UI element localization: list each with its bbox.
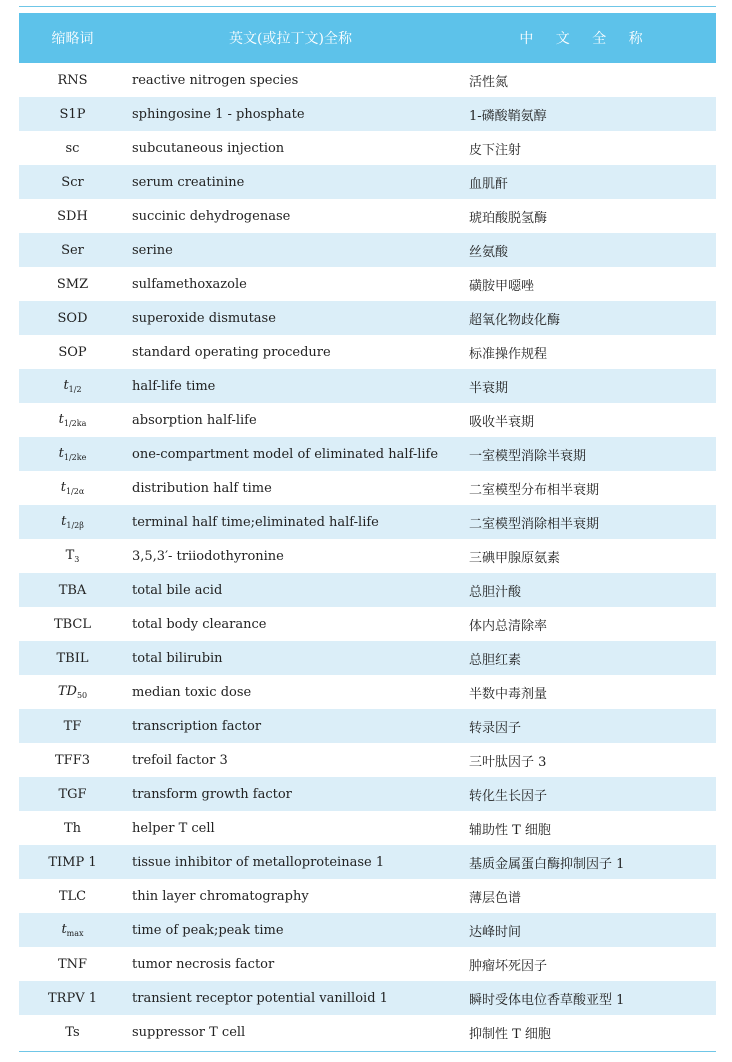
english-name-cell: transform growth factor xyxy=(132,786,292,802)
abbreviation-symbol: t xyxy=(58,446,64,461)
abbreviation-subscript: 1/2α xyxy=(65,487,85,496)
header-chinese-name: 中 文 全 称 xyxy=(519,31,652,47)
chinese-name-cell: 1-磷酸鞘氨醇 xyxy=(469,108,547,124)
abbreviation-cell xyxy=(19,922,126,938)
english-name-cell: absorption half-life xyxy=(132,412,257,428)
english-name-cell: total body clearance xyxy=(132,616,267,632)
chinese-name-cell: 二室模型分布相半衰期 xyxy=(469,482,600,498)
english-name-cell: sulfamethoxazole xyxy=(132,276,247,292)
abbreviation-cell: Th xyxy=(63,820,82,836)
chinese-name-cell: 转录因子 xyxy=(469,720,522,736)
abbreviation-symbol: t xyxy=(61,922,67,937)
table-row xyxy=(19,199,716,233)
chinese-name-cell: 肿瘤坏死因子 xyxy=(469,958,548,974)
chinese-name-cell: 血肌酐 xyxy=(469,176,509,192)
chinese-name-cell: 达峰时间 xyxy=(469,924,522,940)
english-name-cell: tumor necrosis factor xyxy=(132,956,275,972)
abbreviation-cell: SOP xyxy=(58,344,87,360)
chinese-name-cell: 一室模型消除半衰期 xyxy=(469,448,587,464)
abbreviation-cell xyxy=(19,412,126,428)
abbreviation-cell: TF xyxy=(63,718,82,734)
abbreviation-cell: TBA xyxy=(58,582,87,598)
abbreviation-cell: Scr xyxy=(61,174,84,190)
table-row xyxy=(19,97,716,131)
chinese-name-cell: 总胆红素 xyxy=(469,652,522,668)
abbreviation-subscript: 1/2ka xyxy=(63,419,87,428)
abbreviation-cell xyxy=(19,378,126,394)
table-row xyxy=(19,233,716,267)
abbreviation-symbol: t xyxy=(60,480,66,495)
chinese-name-cell: 超氧化物歧化酶 xyxy=(469,312,561,328)
table-row xyxy=(19,437,716,471)
chinese-name-cell: 半衰期 xyxy=(469,380,509,396)
header-abbreviation: 缩略词 xyxy=(51,31,94,47)
english-name-cell: transient receptor potential vanilloid 1 xyxy=(132,990,388,1006)
table-body xyxy=(19,63,716,1049)
chinese-name-cell: 转化生长因子 xyxy=(469,788,548,804)
abbreviation-cell: TGF xyxy=(58,786,87,802)
abbreviation-cell xyxy=(19,480,126,496)
table-row xyxy=(19,811,716,845)
chinese-name-cell: 总胆汁酸 xyxy=(469,584,522,600)
abbreviation-cell: TBCL xyxy=(53,616,92,632)
english-name-cell: succinic dehydrogenase xyxy=(132,208,291,224)
english-name-cell: median toxic dose xyxy=(132,684,252,700)
chinese-name-cell: 活性氮 xyxy=(469,74,509,90)
abbreviation-cell: SOD xyxy=(57,310,88,326)
chinese-name-cell: 标准操作规程 xyxy=(469,346,548,362)
abbreviation-table xyxy=(19,6,716,1052)
abbreviation-symbol: T xyxy=(65,548,75,563)
abbreviation-subscript: 1/2 xyxy=(68,385,82,394)
table-row xyxy=(19,777,716,811)
chinese-name-cell: 瞬时受体电位香草酸亚型 1 xyxy=(469,992,625,1008)
abbreviation-cell: TNF xyxy=(57,956,88,972)
table-row xyxy=(19,913,716,947)
abbreviation-cell: SDH xyxy=(57,208,88,224)
table-row xyxy=(19,573,716,607)
abbreviation-subscript: max xyxy=(66,929,84,938)
top-rule xyxy=(19,6,716,7)
english-name-cell: distribution half time xyxy=(132,480,272,496)
abbreviation-cell: SMZ xyxy=(56,276,89,292)
abbreviation-cell: TBIL xyxy=(56,650,89,666)
english-name-cell: 3,5,3′- triiodothyronine xyxy=(132,548,284,564)
table-row xyxy=(19,165,716,199)
english-name-cell: thin layer chromatography xyxy=(132,888,309,904)
english-name-cell: helper T cell xyxy=(132,820,215,836)
table-row xyxy=(19,641,716,675)
abbreviation-cell: TLC xyxy=(58,888,87,904)
table-row xyxy=(19,267,716,301)
chinese-name-cell: 辅助性 T 细胞 xyxy=(469,822,551,838)
english-name-cell: tissue inhibitor of metalloproteinase 1 xyxy=(132,854,385,870)
english-name-cell: time of peak;peak time xyxy=(132,922,284,938)
english-name-cell: trefoil factor 3 xyxy=(132,752,228,768)
abbreviation-cell xyxy=(19,548,126,564)
chinese-name-cell: 薄层色谱 xyxy=(469,890,522,906)
chinese-name-cell: 皮下注射 xyxy=(469,142,522,158)
english-name-cell: total bile acid xyxy=(132,582,223,598)
english-name-cell: superoxide dismutase xyxy=(132,310,276,326)
chinese-name-cell: 磺胺甲噁唑 xyxy=(469,278,535,294)
table-row xyxy=(19,335,716,369)
english-name-cell: total bilirubin xyxy=(132,650,223,666)
abbreviation-cell xyxy=(19,514,126,530)
english-name-cell: transcription factor xyxy=(132,718,262,734)
abbreviation-cell: Ts xyxy=(65,1024,80,1040)
chinese-name-cell: 抑制性 T 细胞 xyxy=(469,1026,551,1042)
english-name-cell: one-compartment model of eliminated half-life xyxy=(132,446,439,462)
table-row xyxy=(19,505,716,539)
table-row xyxy=(19,1015,716,1049)
english-name-cell: reactive nitrogen species xyxy=(132,72,299,88)
english-name-cell: serum creatinine xyxy=(132,174,245,190)
table-header xyxy=(19,13,716,63)
english-name-cell: terminal half time;eliminated half-life xyxy=(132,514,379,530)
table-row xyxy=(19,301,716,335)
chinese-name-cell: 琥珀酸脱氢酶 xyxy=(469,210,548,226)
table-row xyxy=(19,845,716,879)
english-name-cell: subcutaneous injection xyxy=(132,140,285,156)
abbreviation-subscript: 1/2ke xyxy=(63,453,87,462)
bottom-rule xyxy=(19,1051,716,1052)
table-row xyxy=(19,947,716,981)
abbreviation-cell: sc xyxy=(65,140,80,156)
table-row xyxy=(19,607,716,641)
table-row xyxy=(19,369,716,403)
abbreviation-symbol: t xyxy=(58,412,64,427)
table-row xyxy=(19,403,716,437)
abbreviation-symbol: t xyxy=(63,378,69,393)
chinese-name-cell: 吸收半衰期 xyxy=(469,414,535,430)
chinese-name-cell: 丝氨酸 xyxy=(469,244,509,260)
abbreviation-cell: TFF3 xyxy=(55,752,90,768)
table-row xyxy=(19,879,716,913)
table-row xyxy=(19,131,716,165)
abbreviation-subscript: 1/2β xyxy=(66,521,84,530)
table-row xyxy=(19,981,716,1015)
abbreviation-cell: TRPV 1 xyxy=(48,990,97,1006)
abbreviation-cell: S1P xyxy=(59,106,86,122)
header-english-name: 英文(或拉丁文)全称 xyxy=(229,31,352,47)
chinese-name-cell: 基质金属蛋白酶抑制因子 1 xyxy=(469,856,625,872)
abbreviation-subscript: 3 xyxy=(74,555,80,564)
abbreviation-cell: RNS xyxy=(57,72,88,88)
english-name-cell: serine xyxy=(132,242,173,258)
abbreviation-subscript: 50 xyxy=(76,691,88,700)
chinese-name-cell: 体内总清除率 xyxy=(469,618,548,634)
chinese-name-cell: 三叶肽因子 3 xyxy=(469,754,547,770)
chinese-name-cell: 二室模型消除相半衰期 xyxy=(469,516,600,532)
table-row xyxy=(19,471,716,505)
english-name-cell: standard operating procedure xyxy=(132,344,331,360)
table-row xyxy=(19,709,716,743)
english-name-cell: sphingosine 1 - phosphate xyxy=(132,106,305,122)
chinese-name-cell: 半数中毒剂量 xyxy=(469,686,548,702)
english-name-cell: half-life time xyxy=(132,378,216,394)
table-row xyxy=(19,539,716,573)
abbreviation-symbol: t xyxy=(61,514,67,529)
abbreviation-cell: TIMP 1 xyxy=(48,854,97,870)
table-row xyxy=(19,743,716,777)
chinese-name-cell: 三碘甲腺原氨素 xyxy=(469,550,561,566)
abbreviation-cell xyxy=(19,684,126,700)
abbreviation-symbol: TD xyxy=(57,684,77,699)
table-row xyxy=(19,63,716,97)
abbreviation-cell: Ser xyxy=(61,242,84,258)
table-row xyxy=(19,675,716,709)
abbreviation-cell xyxy=(19,446,126,462)
english-name-cell: suppressor T cell xyxy=(132,1024,246,1040)
